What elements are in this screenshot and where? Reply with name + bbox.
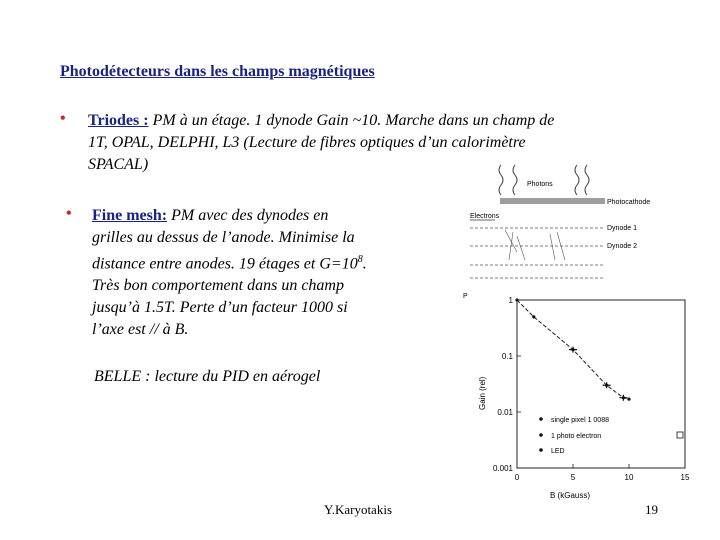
photon-wave-2 [513, 165, 517, 195]
plot-frame [517, 300, 685, 468]
y-tick-label: 1 [508, 296, 513, 305]
point-single-pixel [532, 315, 535, 318]
dynode1-label: Dynode 1 [607, 225, 637, 232]
chart-ylabel: Gain (rel) [478, 376, 487, 410]
figure [455, 160, 695, 500]
photocathode-label: Photocathode [607, 199, 651, 206]
legend-marker [539, 417, 543, 421]
y-tick-label: 0.01 [497, 408, 513, 417]
finemesh-line-4: Très bon comportement dans un champ [92, 277, 344, 295]
legend-marker [539, 433, 543, 437]
p-label: P [463, 293, 468, 300]
y-tick-label: 0.1 [501, 352, 513, 361]
belle-line: BELLE : lecture du PID en aérogel [94, 368, 321, 385]
y-tick-label: 0.001 [492, 464, 513, 473]
x-tick-label: 15 [680, 473, 690, 482]
pm-diagram [463, 165, 650, 300]
bullet-triodes: • [60, 110, 66, 127]
legend-entry: 1 photo electron [551, 433, 602, 440]
triodes-line-3: SPACAL) [88, 156, 149, 173]
chart-xlabel: B (kGauss) [550, 491, 591, 500]
photon-wave-3 [575, 165, 579, 195]
finemesh-line-6: l’axe est // à B. [92, 321, 189, 339]
photocathode-plate [500, 198, 605, 204]
photon-wave-1 [499, 165, 503, 195]
led-marker [677, 432, 683, 438]
triodes-line-1: PM à un étage. 1 dynode Gain ~10. Marche dans un champ de [148, 112, 555, 129]
legend-entry: single pixel 1 0088 [551, 417, 609, 424]
point-single-pixel [627, 397, 630, 400]
finemesh-line-1: PM avec des dynodes en [167, 207, 329, 224]
point-single-pixel [515, 298, 518, 301]
triodes-heading: Triodes : [88, 112, 149, 129]
photons-label: Photons [527, 181, 553, 188]
legend-entry: LED [551, 448, 565, 455]
gain-chart [478, 296, 690, 500]
finemesh-line-5: jusqu’à 1.5T. Perte d’un facteur 1000 si [92, 299, 348, 317]
finemesh-paragraph [92, 205, 437, 341]
finemesh-line-3: distance entre anodes. 19 étages et $G=10^8$. [92, 254, 367, 273]
dynode2-label: Dynode 2 [607, 243, 637, 250]
photon-wave-4 [585, 165, 589, 195]
page-number: 19 [645, 502, 658, 517]
footer-author: Y.Karyotakis [324, 502, 393, 517]
point-photo-electron [569, 347, 577, 353]
electrons-label: Electrons [470, 213, 500, 220]
bullet-finemesh: • [66, 205, 72, 222]
finemesh-heading: Fine mesh: [92, 207, 168, 224]
x-tick-label: 5 [570, 473, 576, 482]
triodes-line-2: 1T, OPAL, DELPHI, L3 (Lecture de fibres optiques d’un calorimètre [88, 134, 526, 151]
x-tick-label: 10 [624, 473, 634, 482]
finemesh-line-2: grilles au dessus de l’anode. Minimise la [92, 229, 355, 246]
slide-title: Photodétecteurs dans les champs magnétiques [60, 63, 375, 80]
legend-marker [539, 448, 543, 452]
x-tick-label: 0 [514, 473, 520, 482]
